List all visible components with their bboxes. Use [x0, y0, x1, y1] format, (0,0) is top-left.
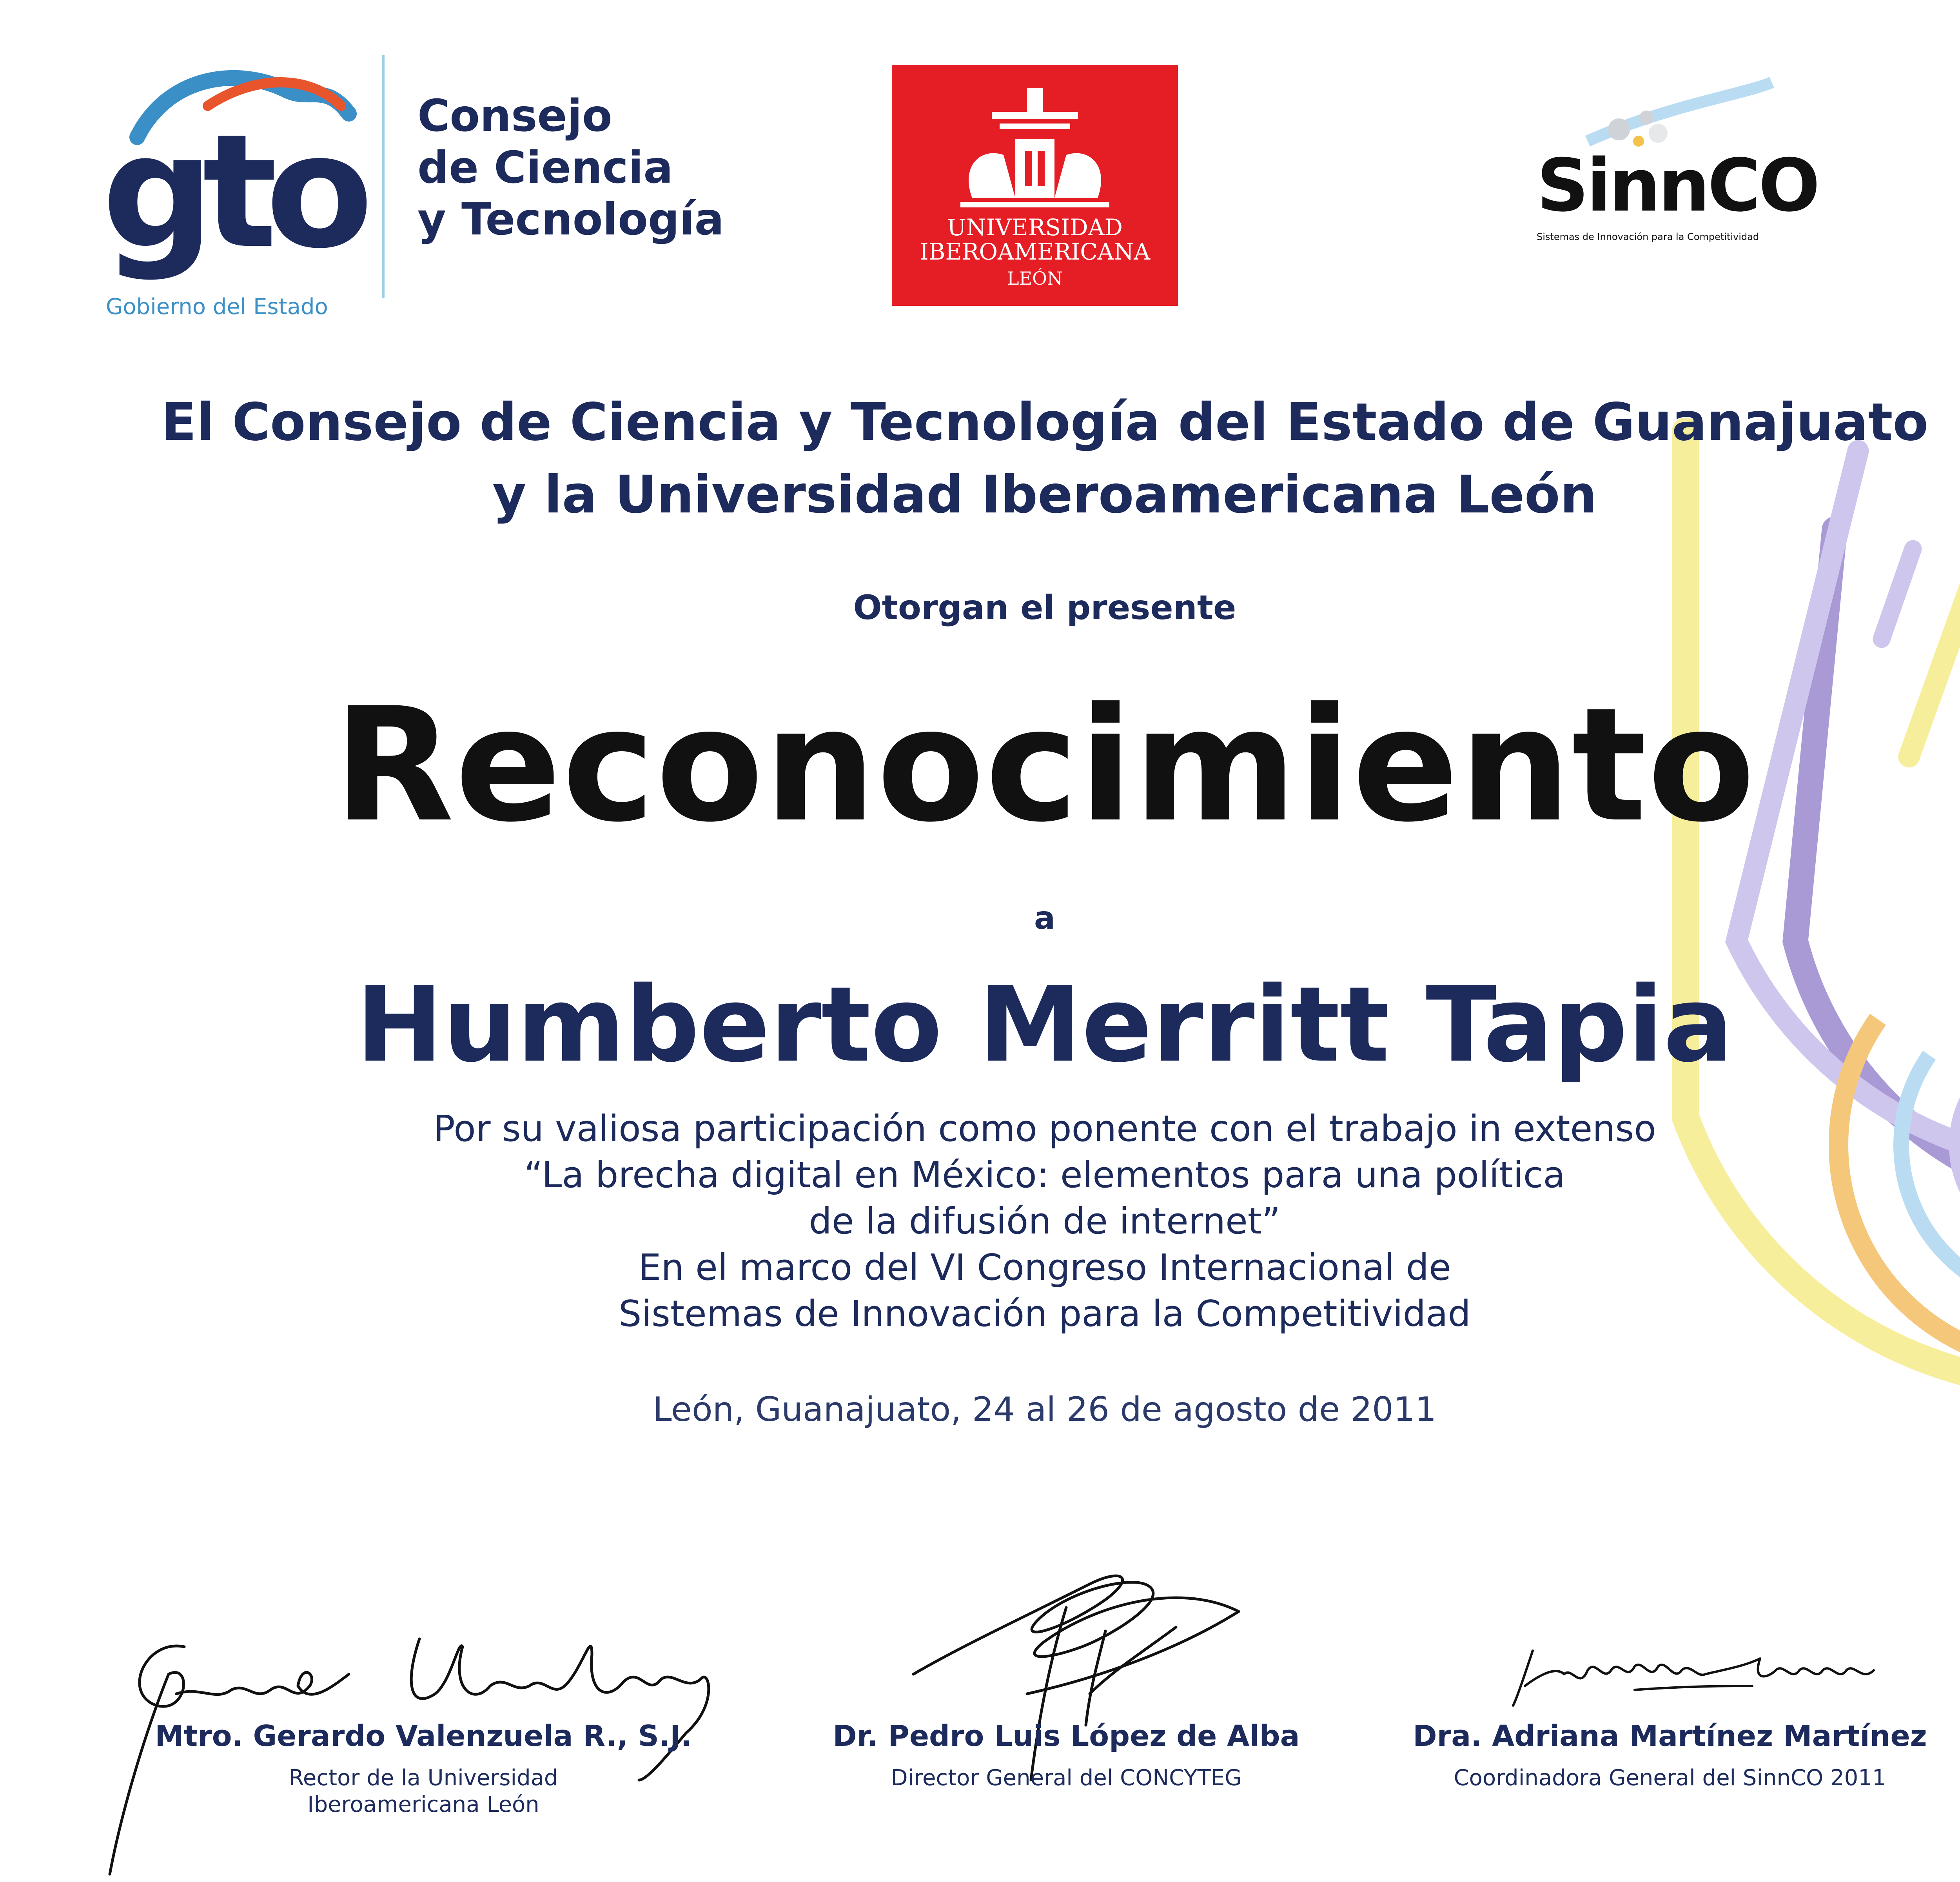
sinnco-tagline: Sistemas de Innovación para la Competitividad: [1537, 231, 1759, 242]
signatory-name: Mtro. Gerardo Valenzuela R., S.J.: [155, 1719, 692, 1753]
description-line: En el marco del VI Congreso Internacional de: [638, 1246, 1451, 1288]
signatory-name: Dra. Adriana Martínez Martínez: [1413, 1719, 1927, 1753]
signatory-3: [1376, 1719, 1960, 1791]
heading-line: El Consejo de Ciencia y Tecnología del Estado de Guanajuato: [161, 392, 1929, 452]
heading-line: y la Universidad Iberoamericana León: [492, 465, 1597, 525]
signatory-1: [129, 1719, 717, 1818]
consejo-org-name: [417, 90, 724, 245]
description-line: de la difusión de internet”: [809, 1200, 1281, 1242]
ibero-line: IBEROAMERICANA: [919, 238, 1151, 265]
sinnco-logo: [1529, 59, 1842, 278]
org-line: de Ciencia: [417, 142, 673, 193]
ibero-logo: [892, 65, 1178, 306]
intro-text: Otorgan el presente: [853, 588, 1236, 627]
certificate-title: Reconocimiento: [333, 674, 1756, 857]
to-text: a: [1034, 900, 1055, 936]
description-line: “La brecha digital en México: elementos para una política: [524, 1154, 1565, 1196]
recipient-name: Humberto Merritt Tapia: [356, 965, 1733, 1085]
org-line: y Tecnología: [417, 194, 724, 245]
signatory-role: [1376, 1765, 1960, 1791]
gto-wordmark: gto: [102, 101, 362, 283]
description-line: Sistemas de Innovación para la Competitividad: [619, 1293, 1471, 1335]
certificate-heading: [0, 386, 1960, 531]
recognition-description: [0, 1106, 1960, 1337]
ibero-line: UNIVERSIDAD: [947, 214, 1123, 241]
role-line: Rector de la Universidad: [289, 1765, 558, 1791]
gto-subtitle: Gobierno del Estado: [106, 294, 328, 320]
role-line: Coordinadora General del SinnCO 2011: [1454, 1765, 1886, 1791]
description-line: Por su valiosa participación como ponente con el trabajo in extenso: [433, 1108, 1656, 1150]
place-date: León, Guanajuato, 24 al 26 de agosto de 2011: [653, 1390, 1437, 1429]
signatory-role: [129, 1765, 717, 1818]
logo-divider: [382, 55, 385, 298]
ibero-line: LEÓN: [1007, 268, 1063, 289]
sinnco-wordmark: SinnCO: [1537, 143, 1818, 228]
role-line: Iberoamericana León: [307, 1792, 539, 1817]
role-line: Director General del CONCYTEG: [891, 1765, 1242, 1791]
signatory-role: [772, 1765, 1360, 1791]
org-line: Consejo: [417, 91, 612, 142]
sinnco-bubbles-icon: [1529, 59, 1842, 149]
gto-logo: [90, 59, 372, 325]
ibero-crest-icon: [937, 80, 1133, 214]
signatory-2: [772, 1719, 1360, 1791]
signatory-name: Dr. Pedro Luis López de Alba: [833, 1719, 1300, 1753]
